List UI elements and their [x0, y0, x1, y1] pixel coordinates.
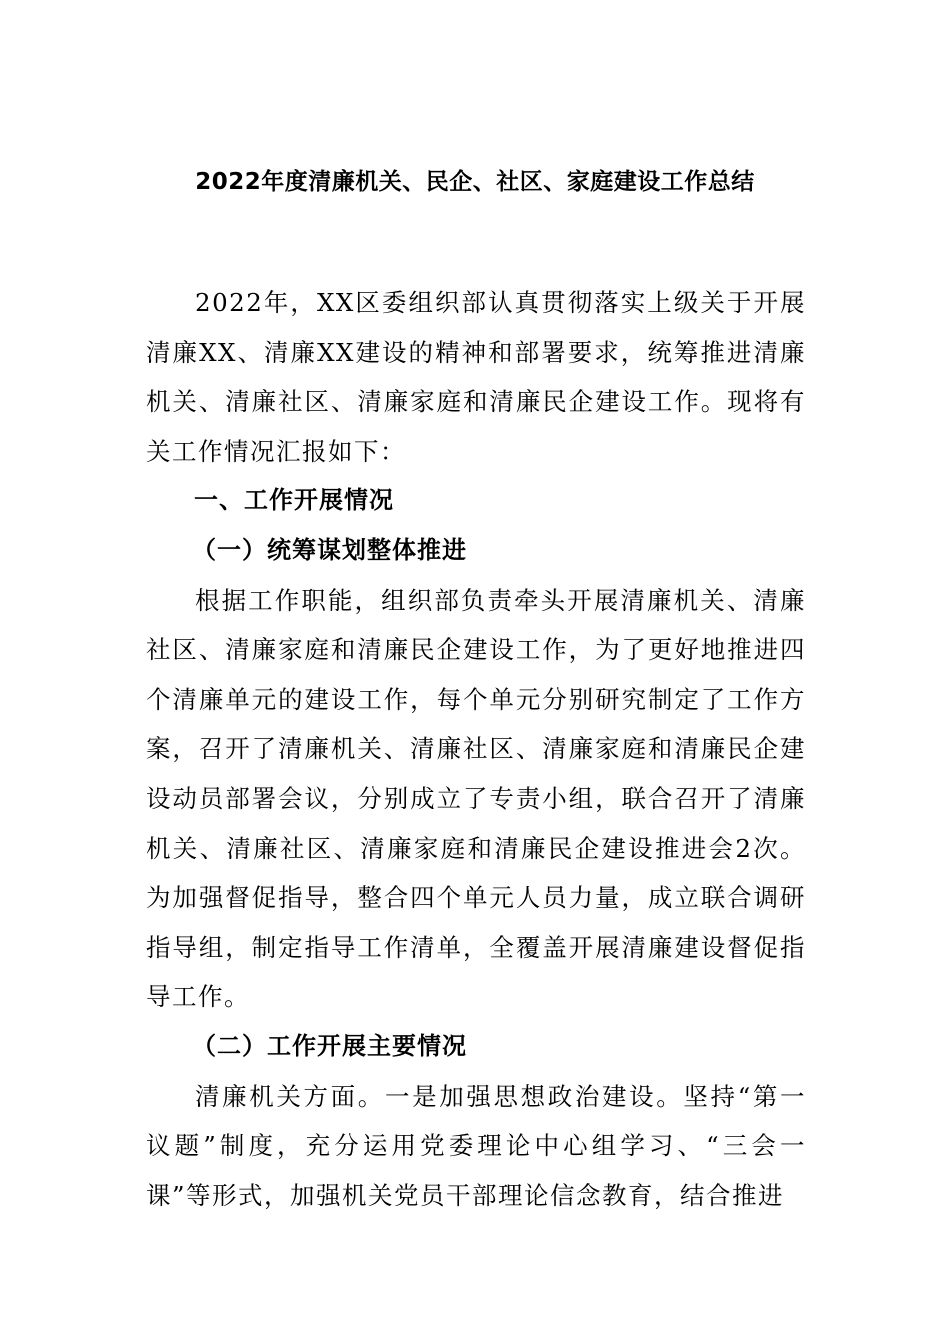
intro-paragraph: 2022年，XX区委组织部认真贯彻落实上级关于开展清廉XX、清廉XX建设的精神和部署要求，统筹推进清廉机关、清廉社区、清廉家庭和清廉民企建设工作。现将有关工作情况汇报如下：: [146, 288, 806, 466]
subsection-heading-main-work: （二）工作开展主要情况: [192, 1031, 467, 1060]
document-title: 2022年度清廉机关、民企、社区、家庭建设工作总结: [195, 169, 755, 195]
document-body: [146, 278, 806, 1220]
main-work-paragraph: 清廉机关方面。一是加强思想政治建设。坚持“第一议题”制度，充分运用党委理论中心组学习、“三会一课”等形式，加强机关党员干部理论信念教育，结合推进: [146, 1081, 806, 1210]
overall-planning-paragraph: 根据工作职能，组织部负责牵头开展清廉机关、清廉社区、清廉家庭和清廉民企建设工作，为了更好地推进四个清廉单元的建设工作，每个单元分别研究制定了工作方案，召开了清廉机关、清廉社区、清廉家庭和清廉民企建设动员部署会议，分别成立了专责小组，联合召开了清廉机关、清廉社区、清廉家庭和清廉民企建设推进会2次。为加强督促指导，整合四个单元人员力量，成立联合调研指导组，制定指导工作清单，全覆盖开展清廉建设督促指导工作。: [146, 585, 806, 1012]
section-heading-work-status: 一、工作开展情况: [194, 486, 394, 515]
subsection-heading-overall-planning: （一）统筹谋划整体推进: [192, 535, 467, 564]
